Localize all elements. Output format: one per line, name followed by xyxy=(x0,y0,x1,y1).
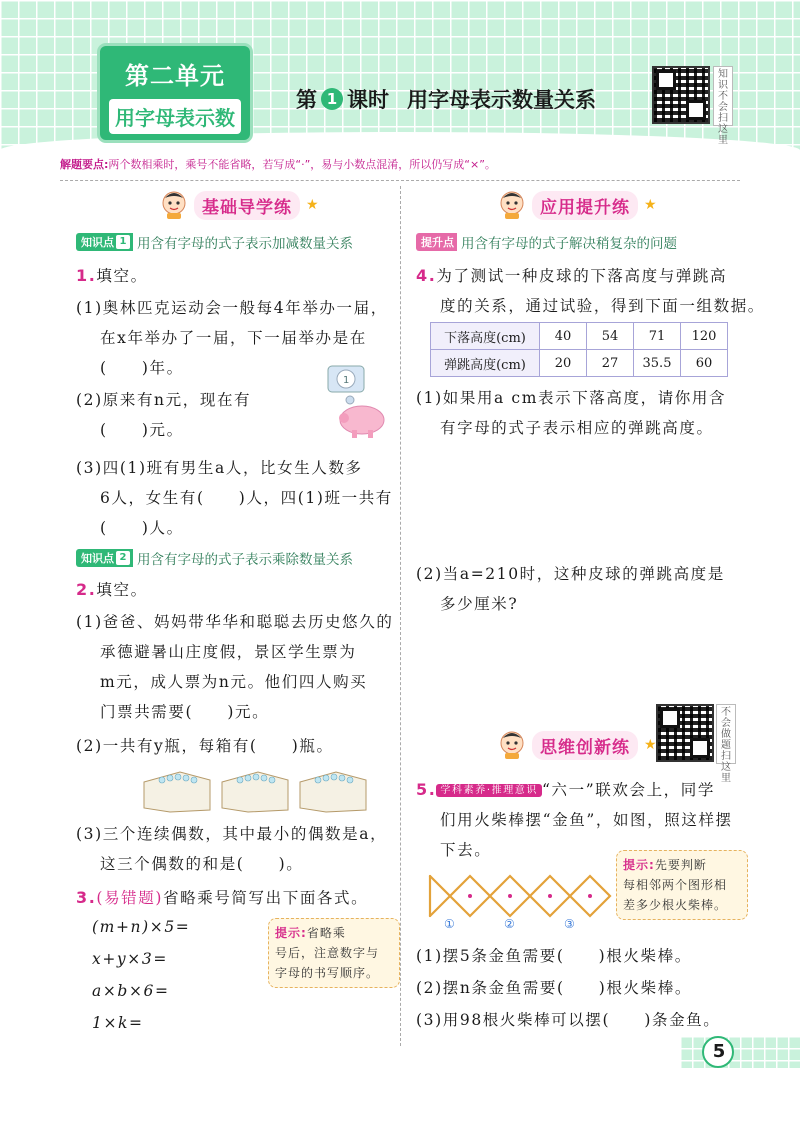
unit-subtitle: 用字母表示数 xyxy=(109,99,241,134)
kp-tag: 提升点 xyxy=(416,233,457,251)
kp-tag: 知识点 2 xyxy=(76,549,133,567)
table-row-header: 下落高度(cm) xyxy=(431,323,540,350)
q2-p3-line2[interactable]: 这三个偶数的和是( )。 xyxy=(100,855,304,873)
table-cell: 120 xyxy=(681,323,728,350)
tip-label: 解题要点: xyxy=(60,158,109,171)
q2-p1-line1: (1)爸爸、妈妈带华华和聪聪去历史悠久的 xyxy=(76,613,394,631)
knowledge-point-2 xyxy=(76,548,353,568)
q4-p1-line1: (1)如果用a cm表示下落高度，请你用含 xyxy=(416,389,727,407)
q2-p1-line2: 承德避暑山庄度假，景区学生票为 xyxy=(100,643,357,661)
q1-p3-line1: (3)四(1)班有男生a人，比女生人数多 xyxy=(76,459,363,477)
q1-p1-line3[interactable]: ( )年。 xyxy=(100,359,184,377)
section-title-creative: 思维创新练 xyxy=(532,731,638,760)
page-number-band xyxy=(680,1036,800,1068)
q2-p1-line3: m元，成人票为n元。他们四人购买 xyxy=(100,673,368,691)
q1-p3-line3[interactable]: ( )人。 xyxy=(100,519,184,537)
q4-p2-line1: (2)当a=210时，这种皮球的弹跳高度是 xyxy=(416,565,725,583)
table-row-header: 弹跳高度(cm) xyxy=(431,350,540,377)
data-table xyxy=(430,322,728,377)
kp-text: 用含有字母的式子表示乘除数量关系 xyxy=(137,552,353,568)
table-cell: 35.5 xyxy=(634,350,681,377)
bottle-boxes-icon xyxy=(140,764,376,814)
baby-mascot-icon xyxy=(160,190,188,220)
fig-label: ③ xyxy=(564,917,575,931)
q4-p1-line2: 有字母的式子表示相应的弹跳高度。 xyxy=(440,419,714,437)
section-title-apply: 应用提升练 xyxy=(532,191,638,220)
knowledge-point-1 xyxy=(76,232,353,252)
q1-p1-line2: 在x年举办了一届，下一届举办是在 xyxy=(100,329,367,347)
piggy-bank-icon xyxy=(322,362,392,442)
q3-expr-1[interactable]: (m+n)×5= xyxy=(92,918,191,936)
table-cell: 27 xyxy=(587,350,634,377)
q2-title: 2.填空。 xyxy=(76,580,148,599)
q3-tag: (易错题) xyxy=(96,889,164,907)
kp-tag: 知识点 1 xyxy=(76,233,133,251)
lesson-name: 用字母表示数量关系 xyxy=(407,87,596,112)
q4-p2-line2: 多少厘米? xyxy=(440,595,519,613)
qr-label-top: 知识不会扫这里 xyxy=(713,66,733,126)
q1-p2-line1: (2)原来有n元，现在有 xyxy=(76,391,252,409)
q1-p2-line2[interactable]: ( )元。 xyxy=(100,421,184,439)
q3-expr-4[interactable]: 1×k= xyxy=(92,1014,144,1032)
q5-line1: 5. 学科素养·推理意识 “六一”联欢会上，同学 xyxy=(416,780,715,799)
kp-text: 用含有字母的式子解决稍复杂的问题 xyxy=(461,236,677,252)
section-head-creative xyxy=(498,730,657,760)
q2-p2-line1[interactable]: (2)一共有y瓶，每箱有( )瓶。 xyxy=(76,737,334,755)
svg-text:1: 1 xyxy=(343,375,350,386)
divider-horizontal xyxy=(60,180,740,181)
section-head-basic xyxy=(160,190,319,220)
improvement-point xyxy=(416,232,677,252)
lesson-title xyxy=(296,84,596,114)
q1-p1-line1: (1)奥林匹克运动会一般每4年举办一届， xyxy=(76,299,388,317)
qr-code-icon[interactable] xyxy=(656,704,714,762)
q5-tag: 学科素养·推理意识 xyxy=(436,784,542,797)
qr-label-mid: 不会做题扫这里 xyxy=(716,704,736,764)
q5-hint: 提示:先要判断 每相邻两个图形相 差多少根火柴棒。 xyxy=(616,850,748,920)
lesson-number: 1 xyxy=(321,88,343,110)
tip-strip xyxy=(60,152,740,178)
fig-label: ① xyxy=(444,917,455,931)
q5-line3: 下去。 xyxy=(440,841,492,859)
q2-p3-line1: (3)三个连续偶数，其中最小的偶数是a， xyxy=(76,825,388,843)
q5-p2[interactable]: (2)摆n条金鱼需要( )根火柴棒。 xyxy=(416,979,692,997)
qr-code-icon[interactable] xyxy=(652,66,710,124)
table-cell: 20 xyxy=(540,350,587,377)
divider-vertical xyxy=(400,186,401,1046)
baby-mascot-icon xyxy=(498,730,526,760)
baby-mascot-icon xyxy=(498,190,526,220)
q1-title: 1.填空。 xyxy=(76,266,148,285)
q2-p1-line4[interactable]: 门票共需要( )元。 xyxy=(100,703,270,721)
q3-expr-3[interactable]: a×b×6= xyxy=(92,982,170,1000)
star-icon: ★ xyxy=(306,197,319,213)
tip-text: 两个数相乘时，乘号不能省略，若写成“·”，易与小数点混淆，所以仍写成“×”。 xyxy=(108,158,496,171)
q5-line2: 们用火柴棒摆“金鱼”，如图，照这样摆 xyxy=(440,811,733,829)
q4-line2: 度的关系，通过试验，得到下面一组数据。 xyxy=(440,297,765,315)
star-icon: ★ xyxy=(644,737,657,753)
table-cell: 60 xyxy=(681,350,728,377)
section-head-apply xyxy=(498,190,657,220)
q5-p1[interactable]: (1)摆5条金鱼需要( )根火柴棒。 xyxy=(416,947,692,965)
matchstick-fish-figure xyxy=(426,868,616,931)
lesson-suffix: 课时 xyxy=(347,87,389,112)
section-title-basic: 基础导学练 xyxy=(194,191,300,220)
q3-title: 3.(易错题)省略乘号简写出下面各式。 xyxy=(76,888,369,907)
star-icon: ★ xyxy=(644,197,657,213)
table-cell: 54 xyxy=(587,323,634,350)
kp-text: 用含有字母的式子表示加减数量关系 xyxy=(137,236,353,252)
table-cell: 71 xyxy=(634,323,681,350)
unit-badge xyxy=(100,46,250,140)
q3-expr-2[interactable]: x+y×3= xyxy=(92,950,168,968)
q4-line1: 4.为了测试一种皮球的下落高度与弹跳高 xyxy=(416,266,728,285)
lesson-prefix: 第 xyxy=(296,87,317,112)
table-row xyxy=(431,350,728,377)
q5-p3[interactable]: (3)用98根火柴棒可以摆( )条金鱼。 xyxy=(416,1011,721,1029)
q1-p3-line2[interactable]: 6人，女生有( )人，四(1)班一共有 xyxy=(100,489,393,507)
table-cell: 40 xyxy=(540,323,587,350)
table-row xyxy=(431,323,728,350)
fig-label: ② xyxy=(504,917,515,931)
q3-hint: 提示:省略乘 号后，注意数字与 字母的书写顺序。 xyxy=(268,918,400,988)
unit-title: 第二单元 xyxy=(125,61,225,90)
page-number: 5 xyxy=(712,1041,726,1062)
